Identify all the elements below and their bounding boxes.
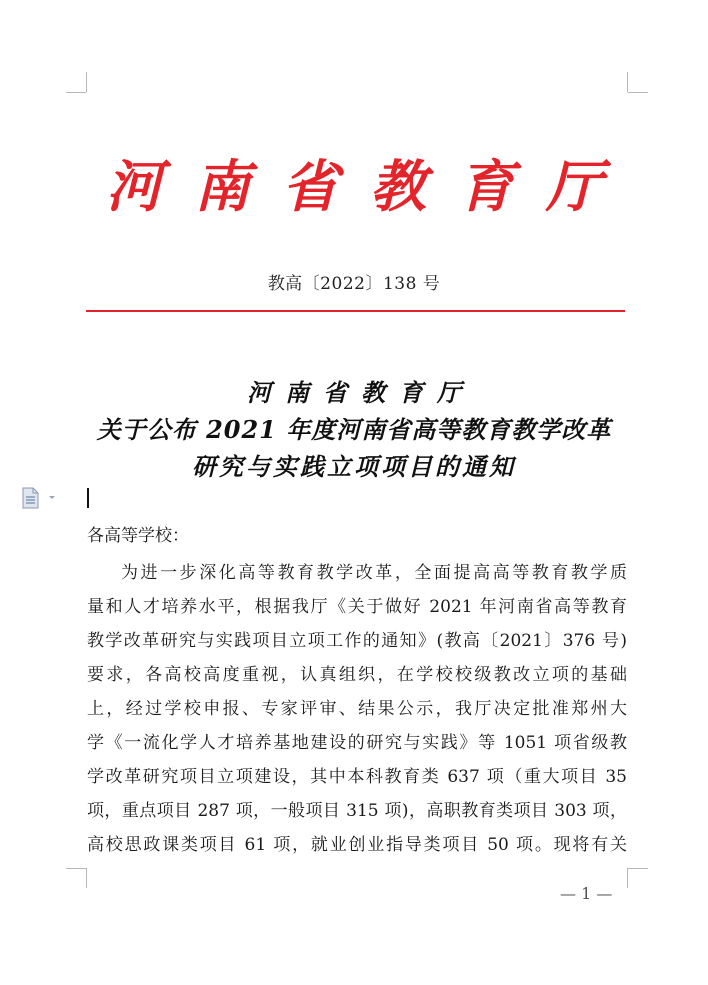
issuer-red-heading: 河南省教育厅 bbox=[106, 154, 634, 220]
body-line: 高校思政课类项目 61 项，就业创业指导类项目 50 项。现将有关 bbox=[87, 835, 627, 855]
crop-mark-bottom-right-h bbox=[628, 868, 648, 869]
body-line: 量和人才培养水平，根据我厅《关于做好 2021 年河南省高等教育 bbox=[87, 597, 627, 617]
crop-mark-top-right-h bbox=[628, 92, 648, 93]
title-line-2: 关于公布 2021 年度河南省高等教育教学改革 bbox=[96, 415, 612, 444]
document-number: 教高〔2022〕138 号 bbox=[267, 274, 441, 294]
title-line-1: 河南省教育厅 bbox=[247, 378, 475, 407]
body-line: 学《一流化学人才培养基地建设的研究与实践》等 1051 项省级教 bbox=[87, 733, 627, 753]
crop-mark-top-left-v bbox=[86, 72, 87, 92]
crop-mark-bottom-right-v bbox=[627, 868, 628, 888]
crop-mark-bottom-left-v bbox=[86, 868, 87, 888]
document-title bbox=[0, 374, 708, 485]
body-line: 为进一步深化高等教育教学改革，全面提高高等教育教学质 bbox=[121, 563, 627, 583]
body-line: 教学改革研究与实践项目立项工作的通知》(教高〔2021〕376 号) bbox=[87, 631, 627, 651]
body-line: 上，经过学校申报、专家评审、结果公示，我厅决定批准郑州大 bbox=[87, 699, 627, 719]
page-number: — 1 — bbox=[560, 884, 613, 903]
text-cursor bbox=[87, 488, 89, 508]
body-line: 学改革研究项目立项建设，其中本科教育类 637 项（重大项目 35 bbox=[87, 767, 627, 787]
body-line: 项，重点项目 287 项，一般项目 315 项)，高职教育类项目 303 项， bbox=[87, 801, 627, 821]
crop-mark-top-left-h bbox=[66, 92, 86, 93]
title-line-3: 研究与实践立项项目的通知 bbox=[192, 452, 516, 481]
red-divider-line bbox=[86, 310, 625, 312]
document-icon[interactable] bbox=[22, 487, 62, 509]
crop-mark-top-right-v bbox=[627, 72, 628, 92]
crop-mark-bottom-left-h bbox=[66, 868, 86, 869]
body-paragraph bbox=[87, 556, 627, 862]
salutation: 各高等学校： bbox=[87, 526, 189, 546]
body-line: 要求，各高校高度重视，认真组织，在学校校级教改立项的基础 bbox=[87, 665, 627, 685]
